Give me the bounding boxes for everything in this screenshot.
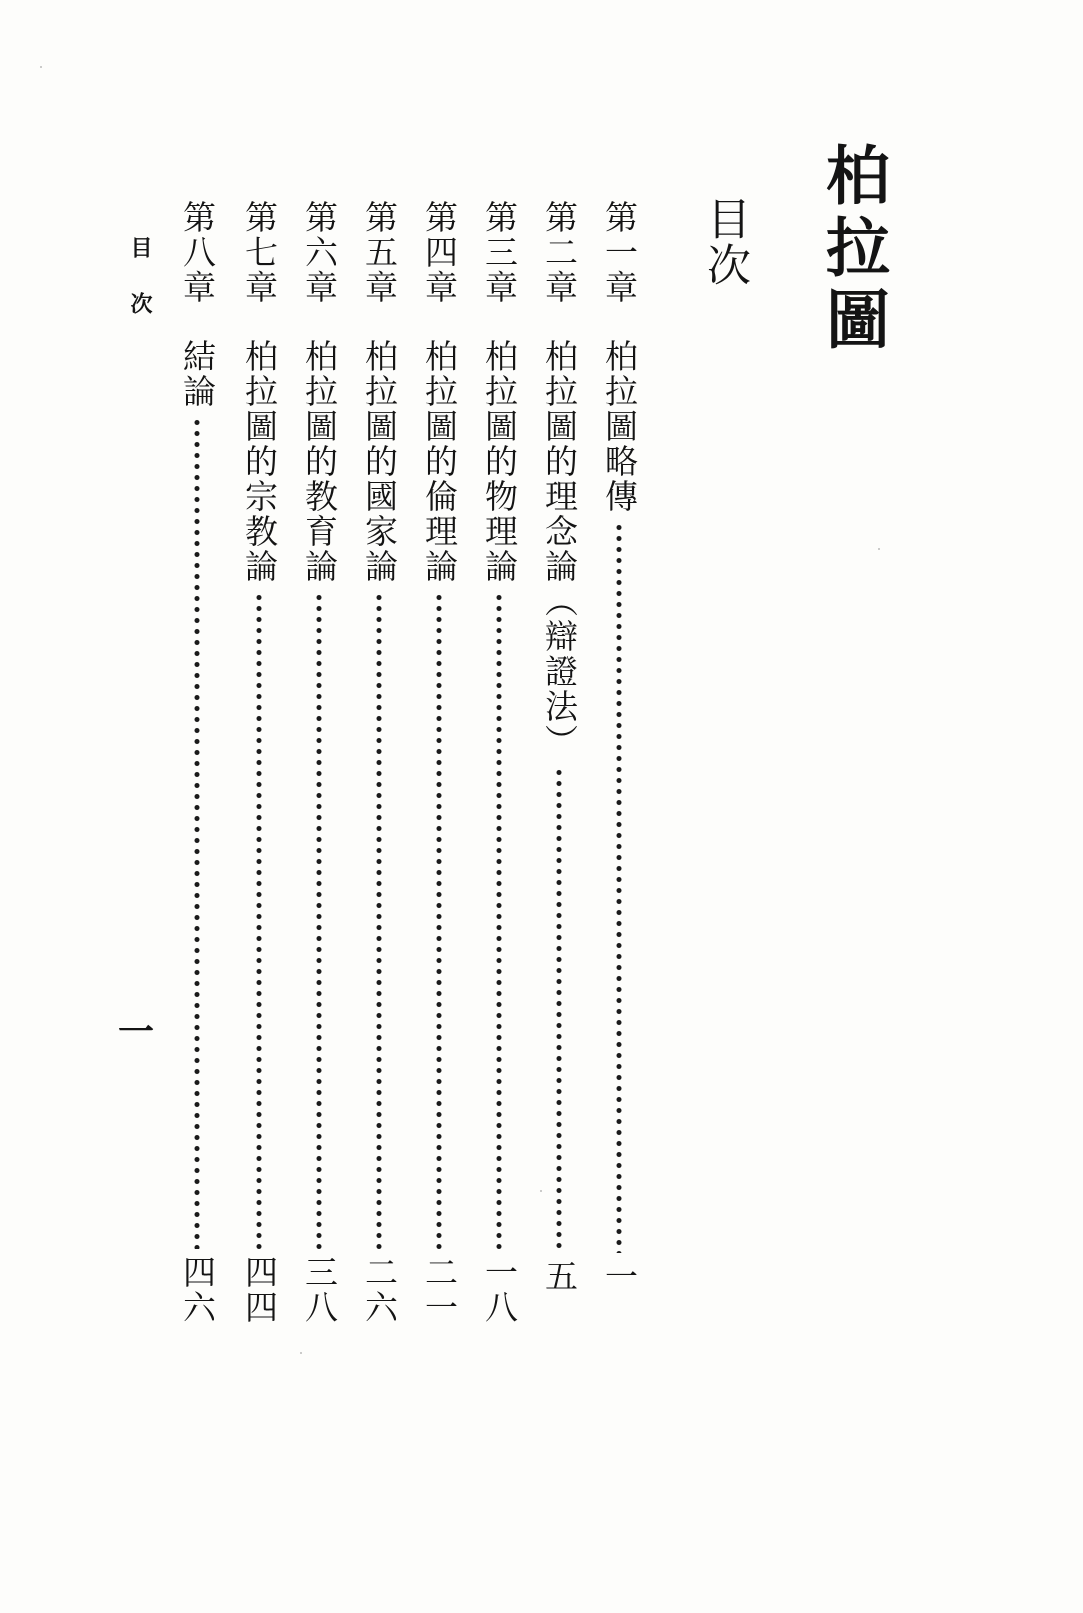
- chapter-title: 柏拉圖的宗教論: [240, 339, 279, 584]
- page-number: 四六: [178, 1255, 217, 1325]
- page-number: 一: [600, 1259, 639, 1294]
- page-number: 五: [540, 1259, 579, 1294]
- scan-speck: [878, 548, 880, 550]
- running-header: 目次: [127, 236, 153, 348]
- toc-entry-chapter-5[interactable]: [357, 200, 401, 1325]
- chapter-number: 第四章: [420, 200, 459, 305]
- toc-entry-chapter-2[interactable]: [537, 200, 581, 1325]
- dot-leader: [477, 592, 521, 1249]
- chapter-title: 柏拉圖的教育論: [300, 339, 339, 584]
- page-number: 二六: [360, 1255, 399, 1325]
- book-title: 柏拉圖: [815, 142, 890, 358]
- chapter-number: 第八章: [178, 200, 217, 305]
- dot-leader: [237, 592, 281, 1249]
- chapter-title: 柏拉圖的倫理論: [420, 339, 459, 584]
- toc-entry-chapter-8[interactable]: [175, 200, 219, 1325]
- chapter-title: 結論: [178, 339, 217, 409]
- toc-entry-chapter-6[interactable]: [297, 200, 341, 1325]
- scan-speck: [540, 1190, 542, 1192]
- page-number: 二一: [420, 1255, 459, 1325]
- page-number: 三八: [300, 1255, 339, 1325]
- chapter-title: 柏拉圖的物理論: [480, 339, 519, 584]
- chapter-number: 第一章: [600, 200, 639, 305]
- dot-leader: [357, 592, 401, 1249]
- chapter-title: 柏拉圖略傳: [600, 339, 639, 514]
- toc-entry-chapter-7[interactable]: [237, 200, 281, 1325]
- chapter-title: 柏拉圖的理念論（辯證法）: [540, 339, 579, 759]
- dot-leader: [175, 417, 219, 1249]
- dot-leader: [537, 767, 581, 1253]
- chapter-number: 第二章: [540, 200, 579, 305]
- toc-heading: 目次: [699, 196, 750, 288]
- page-number: 四四: [240, 1255, 279, 1325]
- scan-speck: [40, 66, 42, 68]
- toc-entry-chapter-3[interactable]: [477, 200, 521, 1325]
- chapter-title: 柏拉圖的國家論: [360, 339, 399, 584]
- dot-leader: [297, 592, 341, 1249]
- toc-entry-chapter-4[interactable]: [417, 200, 461, 1325]
- page-number: 一八: [480, 1255, 519, 1325]
- dot-leader: [597, 522, 641, 1253]
- chapter-number: 第七章: [240, 200, 279, 305]
- folio-page-number: 一: [118, 1011, 155, 1053]
- chapter-number: 第五章: [360, 200, 399, 305]
- chapter-number: 第三章: [480, 200, 519, 305]
- chapter-number: 第六章: [300, 200, 339, 305]
- scan-speck: [300, 1352, 302, 1354]
- toc-entry-chapter-1[interactable]: [597, 200, 641, 1325]
- dot-leader: [417, 592, 461, 1249]
